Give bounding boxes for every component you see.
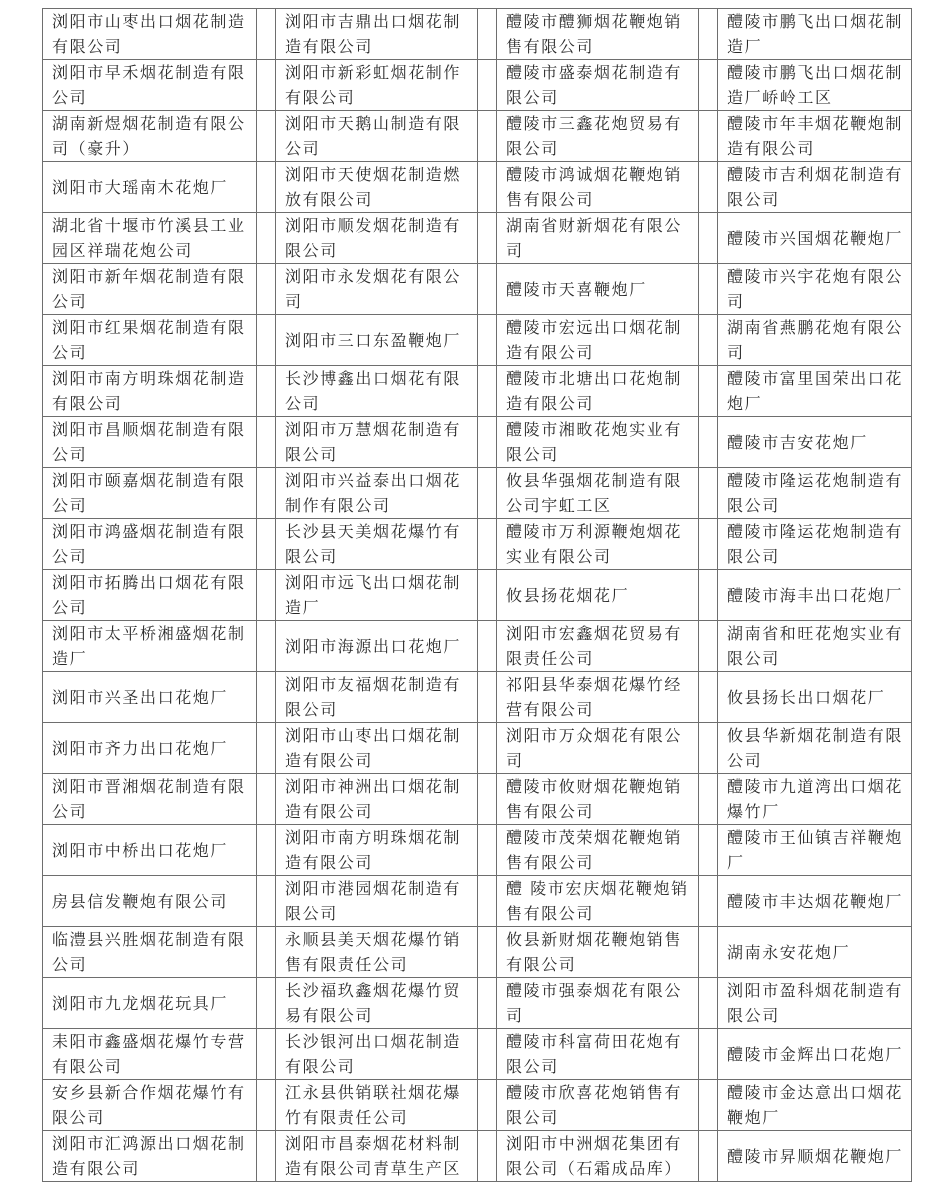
company-cell xyxy=(43,570,257,621)
spacer-cell xyxy=(699,264,718,315)
company-name: 浏阳市大瑶南木花炮厂 xyxy=(52,177,229,197)
table-row xyxy=(43,774,912,825)
company-name: 浏阳市早禾烟花制造有限公司 xyxy=(52,63,246,107)
spacer-cell xyxy=(257,723,276,774)
company-name: 永顺县美天烟花爆竹销售有限责任公司 xyxy=(285,930,462,974)
company-cell xyxy=(497,213,699,264)
company-name: 醴陵市鹏飞出口烟花制造厂峤岭工区 xyxy=(727,63,904,107)
spacer-cell xyxy=(478,978,497,1029)
company-cell xyxy=(497,468,699,519)
company-cell xyxy=(497,1131,699,1182)
company-name: 醴陵市茂荣烟花鞭炮销售有限公司 xyxy=(506,828,683,872)
company-cell xyxy=(276,876,478,927)
company-cell xyxy=(718,468,912,519)
company-name: 湖南省燕鹏花炮有限公司 xyxy=(727,318,904,362)
company-cell xyxy=(43,621,257,672)
company-cell xyxy=(718,774,912,825)
spacer-cell xyxy=(699,672,718,723)
table-row xyxy=(43,570,912,621)
company-name: 浏阳市万慧烟花制造有限公司 xyxy=(285,420,462,464)
company-cell xyxy=(43,1029,257,1080)
spacer-cell xyxy=(478,213,497,264)
company-cell xyxy=(43,825,257,876)
company-name: 浏阳市新彩虹烟花制作有限公司 xyxy=(285,63,462,107)
spacer-cell xyxy=(478,672,497,723)
company-name: 醴陵市吉安花炮厂 xyxy=(727,432,868,452)
company-name: 浏阳市新年烟花制造有限公司 xyxy=(52,267,246,311)
company-cell xyxy=(43,723,257,774)
company-cell xyxy=(718,978,912,1029)
spacer-cell xyxy=(699,315,718,366)
company-name: 醴陵市三鑫花炮贸易有限公司 xyxy=(506,114,683,158)
spacer-cell xyxy=(257,1080,276,1131)
company-name: 醴陵市丰达烟花鞭炮厂 xyxy=(727,891,904,911)
table-row xyxy=(43,111,912,162)
spacer-cell xyxy=(478,876,497,927)
table-row xyxy=(43,1029,912,1080)
company-cell xyxy=(718,9,912,60)
company-cell xyxy=(43,978,257,1029)
company-name: 浏阳市拓腾出口烟花有限公司 xyxy=(52,573,246,617)
company-name: 攸县扬长出口烟花厂 xyxy=(727,687,886,707)
company-name: 长沙银河出口烟花制造有限公司 xyxy=(285,1032,462,1076)
company-cell xyxy=(276,1029,478,1080)
spacer-cell xyxy=(257,264,276,315)
spacer-cell xyxy=(257,672,276,723)
company-name: 临澧县兴胜烟花制造有限公司 xyxy=(52,930,246,974)
company-cell xyxy=(43,9,257,60)
company-cell xyxy=(718,60,912,111)
spacer-cell xyxy=(257,162,276,213)
company-name: 长沙博鑫出口烟花有限公司 xyxy=(285,369,462,413)
company-name: 醴陵市醴狮烟花鞭炮销售有限公司 xyxy=(506,12,683,56)
spacer-cell xyxy=(699,1131,718,1182)
document-page xyxy=(42,8,911,1182)
company-cell xyxy=(497,162,699,213)
company-name: 醴陵市鸿诚烟花鞭炮销售有限公司 xyxy=(506,165,683,209)
company-name: 浏阳市三口东盈鞭炮厂 xyxy=(285,330,462,350)
company-cell xyxy=(718,264,912,315)
company-list-body xyxy=(43,9,912,1182)
company-name: 耒阳市鑫盛烟花爆竹专营有限公司 xyxy=(52,1032,246,1076)
company-name: 江永县供销联社烟花爆竹有限责任公司 xyxy=(285,1083,462,1127)
company-name: 醴陵市富里国荣出口花炮厂 xyxy=(727,369,904,413)
company-cell xyxy=(718,111,912,162)
company-cell xyxy=(718,213,912,264)
table-row xyxy=(43,519,912,570)
table-row xyxy=(43,672,912,723)
table-row xyxy=(43,825,912,876)
spacer-cell xyxy=(699,978,718,1029)
company-cell xyxy=(497,978,699,1029)
company-cell xyxy=(718,876,912,927)
spacer-cell xyxy=(257,9,276,60)
company-name: 醴陵市天喜鞭炮厂 xyxy=(506,279,647,299)
spacer-cell xyxy=(478,468,497,519)
spacer-cell xyxy=(699,468,718,519)
company-cell xyxy=(276,723,478,774)
company-name: 醴陵市欣喜花炮销售有限公司 xyxy=(506,1083,683,1127)
spacer-cell xyxy=(257,978,276,1029)
company-cell xyxy=(43,315,257,366)
company-cell xyxy=(43,162,257,213)
spacer-cell xyxy=(699,60,718,111)
company-name: 浏阳市颐嘉烟花制造有限公司 xyxy=(52,471,246,515)
company-name: 湖南省财新烟花有限公司 xyxy=(506,216,683,260)
table-row xyxy=(43,1131,912,1182)
spacer-cell xyxy=(257,825,276,876)
company-name: 醴陵市隆运花炮制造有限公司 xyxy=(727,522,904,566)
company-name: 浏阳市昌泰烟花材料制造有限公司青草生产区 xyxy=(285,1134,462,1178)
table-row xyxy=(43,876,912,927)
spacer-cell xyxy=(478,1131,497,1182)
table-row xyxy=(43,162,912,213)
company-name: 浏阳市南方明珠烟花制造有限公司 xyxy=(52,369,246,413)
company-name: 浏阳市中洲烟花集团有限公司（石霜成品库） xyxy=(506,1134,683,1178)
spacer-cell xyxy=(257,60,276,111)
spacer-cell xyxy=(478,9,497,60)
spacer-cell xyxy=(699,1029,718,1080)
company-cell xyxy=(718,519,912,570)
spacer-cell xyxy=(478,417,497,468)
spacer-cell xyxy=(257,570,276,621)
company-name: 醴陵市隆运花炮制造有限公司 xyxy=(727,471,904,515)
company-name: 醴陵市昇顺烟花鞭炮厂 xyxy=(727,1146,904,1166)
table-row xyxy=(43,315,912,366)
company-name: 浏阳市九龙烟花玩具厂 xyxy=(52,993,229,1013)
spacer-cell xyxy=(478,315,497,366)
company-list-table xyxy=(42,8,912,1182)
company-cell xyxy=(718,1131,912,1182)
spacer-cell xyxy=(699,417,718,468)
company-cell xyxy=(276,264,478,315)
company-name: 浏阳市吉鼎出口烟花制造有限公司 xyxy=(285,12,462,56)
company-cell xyxy=(43,927,257,978)
spacer-cell xyxy=(478,264,497,315)
company-name: 攸县华新烟花制造有限公司 xyxy=(727,726,904,770)
spacer-cell xyxy=(478,162,497,213)
company-name: 浏阳市远飞出口烟花制造厂 xyxy=(285,573,462,617)
company-cell xyxy=(276,570,478,621)
spacer-cell xyxy=(699,9,718,60)
company-cell xyxy=(497,774,699,825)
company-cell xyxy=(497,672,699,723)
spacer-cell xyxy=(699,774,718,825)
spacer-cell xyxy=(478,927,497,978)
spacer-cell xyxy=(699,621,718,672)
spacer-cell xyxy=(699,1080,718,1131)
company-name: 湖南新煜烟花制造有限公司（豪升） xyxy=(52,114,246,158)
spacer-cell xyxy=(257,213,276,264)
company-cell xyxy=(497,723,699,774)
company-cell xyxy=(718,723,912,774)
spacer-cell xyxy=(478,723,497,774)
company-cell xyxy=(276,774,478,825)
company-cell xyxy=(43,111,257,162)
company-cell xyxy=(718,366,912,417)
company-name: 浏阳市齐力出口花炮厂 xyxy=(52,738,229,758)
company-cell xyxy=(718,621,912,672)
spacer-cell xyxy=(257,1029,276,1080)
spacer-cell xyxy=(699,162,718,213)
company-cell xyxy=(718,927,912,978)
company-cell xyxy=(497,111,699,162)
company-name: 浏阳市兴益泰出口烟花制作有限公司 xyxy=(285,471,462,515)
company-cell xyxy=(276,1131,478,1182)
company-cell xyxy=(43,264,257,315)
company-name: 湖南永安花炮厂 xyxy=(727,942,851,962)
company-cell xyxy=(497,366,699,417)
company-cell xyxy=(718,162,912,213)
spacer-cell xyxy=(478,1080,497,1131)
company-name: 醴陵市九道湾出口烟花爆竹厂 xyxy=(727,777,904,821)
spacer-cell xyxy=(478,60,497,111)
company-cell xyxy=(43,468,257,519)
company-cell xyxy=(718,672,912,723)
spacer-cell xyxy=(699,111,718,162)
spacer-cell xyxy=(699,213,718,264)
company-cell xyxy=(497,570,699,621)
company-name: 浏阳市山枣出口烟花制造有限公司 xyxy=(285,726,462,770)
spacer-cell xyxy=(257,111,276,162)
table-row xyxy=(43,366,912,417)
company-name: 浏阳市天使烟花制造燃放有限公司 xyxy=(285,165,462,209)
company-cell xyxy=(276,978,478,1029)
spacer-cell xyxy=(257,366,276,417)
company-cell xyxy=(276,927,478,978)
company-name: 浏阳市昌顺烟花制造有限公司 xyxy=(52,420,246,464)
spacer-cell xyxy=(478,570,497,621)
spacer-cell xyxy=(478,825,497,876)
company-name: 醴陵市金达意出口烟花鞭炮厂 xyxy=(727,1083,904,1127)
spacer-cell xyxy=(257,519,276,570)
spacer-cell xyxy=(257,315,276,366)
company-cell xyxy=(276,366,478,417)
company-name: 长沙福玖鑫烟花爆竹贸易有限公司 xyxy=(285,981,462,1025)
company-cell xyxy=(43,60,257,111)
company-name: 浏阳市山枣出口烟花制造有限公司 xyxy=(52,12,246,56)
company-cell xyxy=(718,570,912,621)
company-cell xyxy=(276,162,478,213)
company-cell xyxy=(276,213,478,264)
table-row xyxy=(43,9,912,60)
company-cell xyxy=(276,621,478,672)
company-name: 浏阳市太平桥湘盛烟花制造厂 xyxy=(52,624,246,668)
company-name: 浏阳市海源出口花炮厂 xyxy=(285,636,462,656)
company-name: 醴陵市盛泰烟花制造有限公司 xyxy=(506,63,683,107)
company-cell xyxy=(718,825,912,876)
company-cell xyxy=(276,825,478,876)
company-cell xyxy=(497,876,699,927)
spacer-cell xyxy=(257,468,276,519)
table-row xyxy=(43,621,912,672)
table-row xyxy=(43,927,912,978)
company-cell xyxy=(276,1080,478,1131)
company-name: 攸县新财烟花鞭炮销售有限公司 xyxy=(506,930,683,974)
table-row xyxy=(43,60,912,111)
company-cell xyxy=(43,876,257,927)
company-cell xyxy=(43,672,257,723)
company-name: 浏阳市友福烟花制造有限公司 xyxy=(285,675,462,719)
company-name: 浏阳市盈科烟花制造有限公司 xyxy=(727,981,904,1025)
spacer-cell xyxy=(699,876,718,927)
company-name: 攸县扬花烟花厂 xyxy=(506,585,630,605)
company-cell xyxy=(497,9,699,60)
company-cell xyxy=(276,315,478,366)
spacer-cell xyxy=(699,927,718,978)
company-cell xyxy=(497,621,699,672)
company-name: 醴陵市强泰烟花有限公司 xyxy=(506,981,683,1025)
company-cell xyxy=(718,315,912,366)
company-cell xyxy=(718,1080,912,1131)
company-cell xyxy=(497,519,699,570)
spacer-cell xyxy=(478,111,497,162)
company-cell xyxy=(276,519,478,570)
company-name: 醴陵市湘畋花炮实业有限公司 xyxy=(506,420,683,464)
company-name: 浏阳市晋湘烟花制造有限公司 xyxy=(52,777,246,821)
company-name: 醴陵市年丰烟花鞭炮制造有限公司 xyxy=(727,114,904,158)
table-row xyxy=(43,723,912,774)
company-cell xyxy=(276,9,478,60)
company-name: 醴陵市科富荷田花炮有限公司 xyxy=(506,1032,683,1076)
company-name: 浏阳市兴圣出口花炮厂 xyxy=(52,687,229,707)
company-name: 醴陵市金辉出口花炮厂 xyxy=(727,1044,904,1064)
company-cell xyxy=(497,1029,699,1080)
company-cell xyxy=(718,1029,912,1080)
spacer-cell xyxy=(257,621,276,672)
company-cell xyxy=(497,927,699,978)
spacer-cell xyxy=(699,366,718,417)
table-row xyxy=(43,978,912,1029)
company-name: 湖南省和旺花炮实业有限公司 xyxy=(727,624,904,668)
company-cell xyxy=(276,468,478,519)
company-cell xyxy=(276,672,478,723)
company-cell xyxy=(43,417,257,468)
company-cell xyxy=(497,417,699,468)
company-cell xyxy=(497,315,699,366)
company-name: 浏阳市万众烟花有限公司 xyxy=(506,726,683,770)
spacer-cell xyxy=(699,519,718,570)
spacer-cell xyxy=(478,1029,497,1080)
company-name: 醴陵市王仙镇吉祥鞭炮厂 xyxy=(727,828,904,872)
spacer-cell xyxy=(478,774,497,825)
company-name: 醴陵市宏远出口烟花制造有限公司 xyxy=(506,318,683,362)
spacer-cell xyxy=(699,825,718,876)
spacer-cell xyxy=(257,774,276,825)
company-name: 醴陵市攸财烟花鞭炮销售有限公司 xyxy=(506,777,683,821)
company-name: 醴陵市兴宇花炮有限公司 xyxy=(727,267,904,311)
company-name: 浏阳市汇鸿源出口烟花制造有限公司 xyxy=(52,1134,246,1178)
company-name: 浏阳市顺发烟花制造有限公司 xyxy=(285,216,462,260)
company-name: 醴陵市吉利烟花制造有限公司 xyxy=(727,165,904,209)
company-name: 醴陵市海丰出口花炮厂 xyxy=(727,585,904,605)
table-row xyxy=(43,213,912,264)
company-name: 醴陵市兴国烟花鞭炮厂 xyxy=(727,228,904,248)
spacer-cell xyxy=(257,417,276,468)
company-cell xyxy=(43,519,257,570)
company-name: 浏阳市永发烟花有限公司 xyxy=(285,267,462,311)
table-row xyxy=(43,1080,912,1131)
company-cell xyxy=(276,417,478,468)
company-cell xyxy=(497,264,699,315)
spacer-cell xyxy=(699,723,718,774)
company-cell xyxy=(43,1080,257,1131)
company-name: 浏阳市港园烟花制造有限公司 xyxy=(285,879,462,923)
table-row xyxy=(43,417,912,468)
company-name: 浏阳市神洲出口烟花制造有限公司 xyxy=(285,777,462,821)
company-name: 安乡县新合作烟花爆竹有限公司 xyxy=(52,1083,246,1127)
spacer-cell xyxy=(699,570,718,621)
company-name: 湖北省十堰市竹溪县工业园区祥瑞花炮公司 xyxy=(52,216,246,260)
spacer-cell xyxy=(257,876,276,927)
company-name: 浏阳市红果烟花制造有限公司 xyxy=(52,318,246,362)
company-cell xyxy=(43,366,257,417)
company-name: 醴陵市万利源鞭炮烟花实业有限公司 xyxy=(506,522,683,566)
company-name: 攸县华强烟花制造有限公司宇虹工区 xyxy=(506,471,683,515)
company-cell xyxy=(718,417,912,468)
company-cell xyxy=(43,1131,257,1182)
company-name: 浏阳市宏鑫烟花贸易有限责任公司 xyxy=(506,624,683,668)
company-name: 醴 陵市宏庆烟花鞭炮销售有限公司 xyxy=(506,879,689,923)
table-row xyxy=(43,264,912,315)
company-name: 祁阳县华泰烟花爆竹经营有限公司 xyxy=(506,675,683,719)
spacer-cell xyxy=(257,927,276,978)
company-cell xyxy=(43,774,257,825)
company-name: 浏阳市天鹅山制造有限公司 xyxy=(285,114,462,158)
company-name: 浏阳市中桥出口花炮厂 xyxy=(52,840,229,860)
company-name: 醴陵市鹏飞出口烟花制造厂 xyxy=(727,12,904,56)
company-cell xyxy=(497,1080,699,1131)
company-name: 浏阳市南方明珠烟花制造有限公司 xyxy=(285,828,462,872)
company-name: 长沙县天美烟花爆竹有限公司 xyxy=(285,522,462,566)
spacer-cell xyxy=(257,1131,276,1182)
company-cell xyxy=(276,111,478,162)
company-name: 浏阳市鸿盛烟花制造有限公司 xyxy=(52,522,246,566)
company-cell xyxy=(276,60,478,111)
company-cell xyxy=(497,825,699,876)
spacer-cell xyxy=(478,621,497,672)
company-name: 房县信发鞭炮有限公司 xyxy=(52,891,229,911)
company-name: 醴陵市北塘出口花炮制造有限公司 xyxy=(506,369,683,413)
table-row xyxy=(43,468,912,519)
spacer-cell xyxy=(478,366,497,417)
company-cell xyxy=(497,60,699,111)
spacer-cell xyxy=(478,519,497,570)
company-cell xyxy=(43,213,257,264)
